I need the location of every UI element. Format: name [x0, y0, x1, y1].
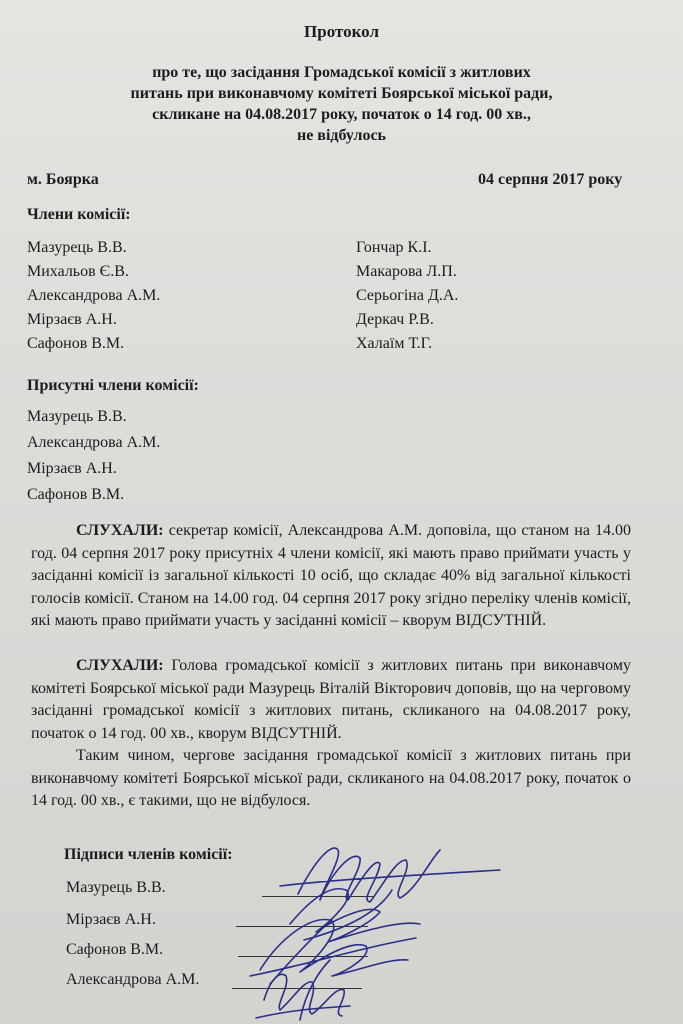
member-name: Серьогіна Д.А. [356, 287, 459, 304]
document-title: Протокол [304, 22, 379, 41]
document-subtitle [0, 62, 683, 146]
document-date: 04 серпня 2017 року [478, 171, 623, 188]
handwritten-signatures [220, 820, 520, 1024]
member-name: Деркач Р.В. [356, 311, 434, 328]
present-member-name: Мазурець В.В. [27, 408, 127, 425]
members-list-left [27, 236, 160, 356]
subtitle-line: питань при виконавчому комітеті Боярської міської ради, [130, 85, 553, 102]
paragraph-lead: СЛУХАЛИ: [76, 522, 164, 539]
paragraph-heard-chairman [31, 655, 631, 745]
member-name: Халаїм Т.Г. [356, 335, 433, 352]
paragraph-heard-secretary [31, 520, 631, 633]
present-heading: Присутні члени комісії: [27, 377, 199, 394]
members-list-right [356, 236, 458, 356]
signatures-heading: Підписи членів комісії: [64, 846, 233, 863]
member-name: Михальов Є.В. [27, 263, 129, 280]
member-name: Мірзаєв А.Н. [27, 311, 117, 328]
signatory-name: Мірзаєв А.Н. [66, 911, 156, 928]
signature-safonov [250, 920, 416, 984]
member-name: Сафонов В.М. [27, 335, 125, 352]
present-member-name: Мірзаєв А.Н. [27, 460, 117, 477]
member-name: Мазурець В.В. [27, 239, 127, 256]
members-heading: Члени комісії: [27, 206, 131, 223]
present-member-name: Сафонов В.М. [27, 486, 125, 503]
signatory-name: Сафонов В.М. [66, 941, 164, 958]
paragraph-text: секретар комісії, Александрова А.М. доповіла, що станом на 14.00 год. 04 серпня 2017 року присутніх 4 члени комісії, які мають право приймати участь у засіданні комісії із загальної кількості 10 осіб, що складає 40% від загальної кількості голосів комісії. Станом на 14.00 год. 04 серпня 2017 року згідно переліку членів комісії, які мають право приймати участь у засіданні комісії – кворум ВІДСУТНІЙ. [31, 522, 631, 629]
subtitle-line: не відбулось [296, 127, 387, 144]
paragraph-conclusion: Таким чином, чергове засідання громадської комісії з житлових питань при виконавчому комітеті Боярської міської ради, скликаного на 04.08.2017 року, початок о 14 год. 00 хв., є такими, що не відбулося. [31, 747, 631, 809]
member-name: Гончар К.І. [356, 239, 432, 256]
paragraph-lead: СЛУХАЛИ: [76, 657, 164, 674]
document-place: м. Боярка [27, 171, 99, 188]
subtitle-line: про те, що засідання Громадської комісії з житлових [152, 64, 531, 81]
present-members-list [27, 404, 160, 508]
member-name: Макарова Л.П. [356, 263, 457, 280]
signature-mirzaev [290, 889, 420, 942]
subtitle-line: скликане на 04.08.2017 року, початок о 14 год. 00 хв., [152, 106, 531, 123]
signatory-name: Александрова А.М. [66, 971, 200, 988]
signatory-name: Мазурець В.В. [66, 879, 166, 896]
present-member-name: Александрова А.М. [27, 434, 161, 451]
paragraph-text: Голова громадської комісії з житлових питань при виконавчому комітеті Боярської міської ради Мазурець Віталій Вікторович доповів, що на черговому засіданні громадської комісії з житлових питань, скликаного на 04.08.2017 року, початок о 14 год. 00 хв., кворум ВІДСУТНІЙ. [31, 657, 631, 742]
member-name: Александрова А.М. [27, 287, 161, 304]
